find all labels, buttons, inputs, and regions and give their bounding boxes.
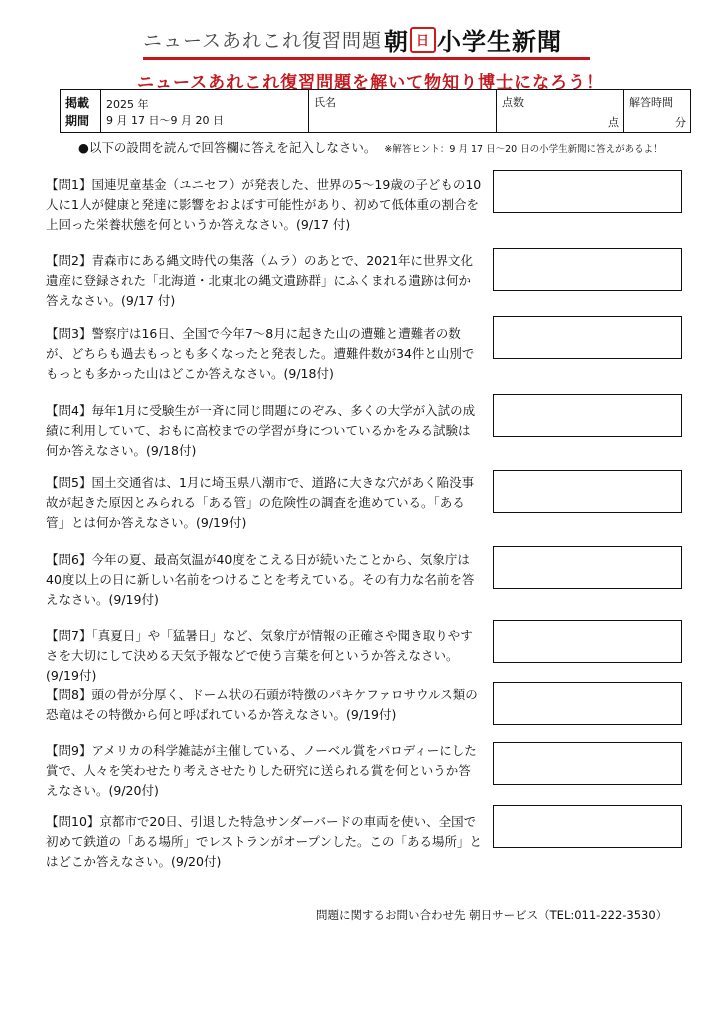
page-subtitle: ニュースあれこれ復習問題を解いて物知り博士になろう！ xyxy=(137,73,605,93)
contact-footer: 問題に関するお問い合わせ先 朝日サービス（TEL:011-222-3530） xyxy=(316,908,668,922)
question-8 xyxy=(46,685,482,725)
question-number: 【問2】 xyxy=(46,253,92,268)
question-text: 京都市で20日、引退した特急サンダーバードの車両を使い、全国で初めて鉄道の「ある場所」でレストランがオープンした。この「ある場所」とはどこか答えなさい。(9/20付) xyxy=(46,814,483,869)
question-2 xyxy=(46,251,482,311)
period-label-cell xyxy=(61,90,101,132)
question-1 xyxy=(46,175,482,235)
series-title: ニュースあれこれ復習問題 xyxy=(143,30,383,52)
instructions xyxy=(78,138,663,156)
answer-box-8[interactable] xyxy=(493,682,682,725)
period-cell xyxy=(101,90,309,132)
newspaper-brand xyxy=(384,22,562,57)
question-text: 頭の骨が分厚く、ドーム状の石頭が特徴のパキケファロサウルス類の恐竜はその特徴から何と呼ばれているか答えなさい。(9/19付) xyxy=(46,687,478,722)
answer-box-10[interactable] xyxy=(493,805,682,848)
answer-box-9[interactable] xyxy=(493,742,682,785)
time-label: 解答時間 xyxy=(629,96,673,109)
question-text: 青森市にある縄文時代の集落（ムラ）のあとで、2021年に世界文化遺産に登録された「北海道・北東北の縄文遺跡群」にふくまれる遺跡は何か答えなさい。(9/17 付) xyxy=(46,253,474,308)
score-label: 点数 xyxy=(502,96,524,109)
question-text: 国土交通省は、1月に埼玉県八潮市で、道路に大きな穴があく陥没事故が起きた原因とみられる「ある管」の危険性の調査を進めている。「ある管」とは何か答えなさい。(9/19付) xyxy=(46,475,475,530)
question-text: 国連児童基金（ユニセフ）が発表した、世界の5～19歳の子どもの10人に1人が健康と発達に影響をおよぼす可能性があり、初めて低体重の割合を上回った栄養状態を何というか答えなさい。(9/17 付) xyxy=(46,177,482,232)
question-number: 【問9】 xyxy=(46,743,92,758)
name-label: 氏名 xyxy=(314,96,336,109)
question-9 xyxy=(46,741,482,801)
question-text: アメリカの科学雑誌が主催している、ノーベル賞をパロディーにした賞で、人々を笑わせたり考えさせたりした研究に送られる賞を何というか答えなさい。(9/20付) xyxy=(46,743,477,798)
sun-logo-icon: 日 xyxy=(410,27,436,53)
question-text: 今年の夏、最高気温が40度をこえる日が続いたことから、気象庁は40度以上の日に新しい名前をつけることを考えている。その有力な名前を答えなさい。(9/19付) xyxy=(46,552,475,607)
instructions-main: ●以下の設問を読んで回答欄に答えを記入しなさい。 xyxy=(78,140,377,155)
question-6 xyxy=(46,550,482,610)
answer-box-6[interactable] xyxy=(493,546,682,589)
question-number: 【問7】 xyxy=(46,628,92,643)
question-number: 【問1】 xyxy=(46,177,92,192)
time-unit: 分 xyxy=(675,116,686,129)
question-10 xyxy=(46,812,482,872)
question-number: 【問5】 xyxy=(46,475,92,490)
answer-box-5[interactable] xyxy=(493,470,682,513)
answer-box-1[interactable] xyxy=(493,170,682,213)
time-field[interactable] xyxy=(624,90,690,132)
brand-text-post: 小学生新聞 xyxy=(437,28,562,56)
brand-text-pre: 朝 xyxy=(384,28,409,56)
question-4 xyxy=(46,401,482,461)
score-unit: 点 xyxy=(608,116,619,129)
question-text: 毎年1月に受験生が一斉に同じ問題にのぞみ、多くの大学が入試の成績に利用していて、おもに高校までの学習が身についているかをみる試験は何か答えなさい。(9/18付) xyxy=(46,403,476,458)
period-dates: 9 月 17 日～9 月 20 日 xyxy=(106,114,224,127)
question-number: 【問4】 xyxy=(46,403,92,418)
period-label-top: 掲載 xyxy=(65,96,90,110)
answer-box-3[interactable] xyxy=(493,316,682,359)
name-field[interactable] xyxy=(309,90,497,132)
header-rule xyxy=(143,57,590,60)
question-5 xyxy=(46,473,482,533)
question-number: 【問3】 xyxy=(46,326,92,341)
period-year: 2025 年 xyxy=(106,98,149,111)
period-label-bottom: 期間 xyxy=(65,114,90,128)
question-7 xyxy=(46,626,482,686)
question-number: 【問6】 xyxy=(46,552,92,567)
answer-box-4[interactable] xyxy=(493,394,682,437)
info-table xyxy=(60,89,691,133)
question-text: 「真夏日」や「猛暑日」など、気象庁が情報の正確さや聞き取りやすさを大切にして決める天気予報などで使う言葉を何というか答えなさい。(9/19付) xyxy=(46,628,473,683)
score-field[interactable] xyxy=(497,90,624,132)
answer-hint: ※解答ヒント：9 月 17 日～20 日の小学生新聞に答えがあるよ！ xyxy=(384,144,663,155)
answer-box-2[interactable] xyxy=(493,248,682,291)
answer-box-7[interactable] xyxy=(493,620,682,663)
question-text: 警察庁は16日、全国で今年7～8月に起きた山の遭難と遭難者の数が、どちらも過去もっとも多くなったと発表した。遭難件数が34件と山別でもっとも多かった山はどこか答えなさい。(9/18付) xyxy=(46,326,475,381)
question-3 xyxy=(46,324,482,384)
question-number: 【問8】 xyxy=(46,687,92,702)
question-number: 【問10】 xyxy=(46,814,100,829)
